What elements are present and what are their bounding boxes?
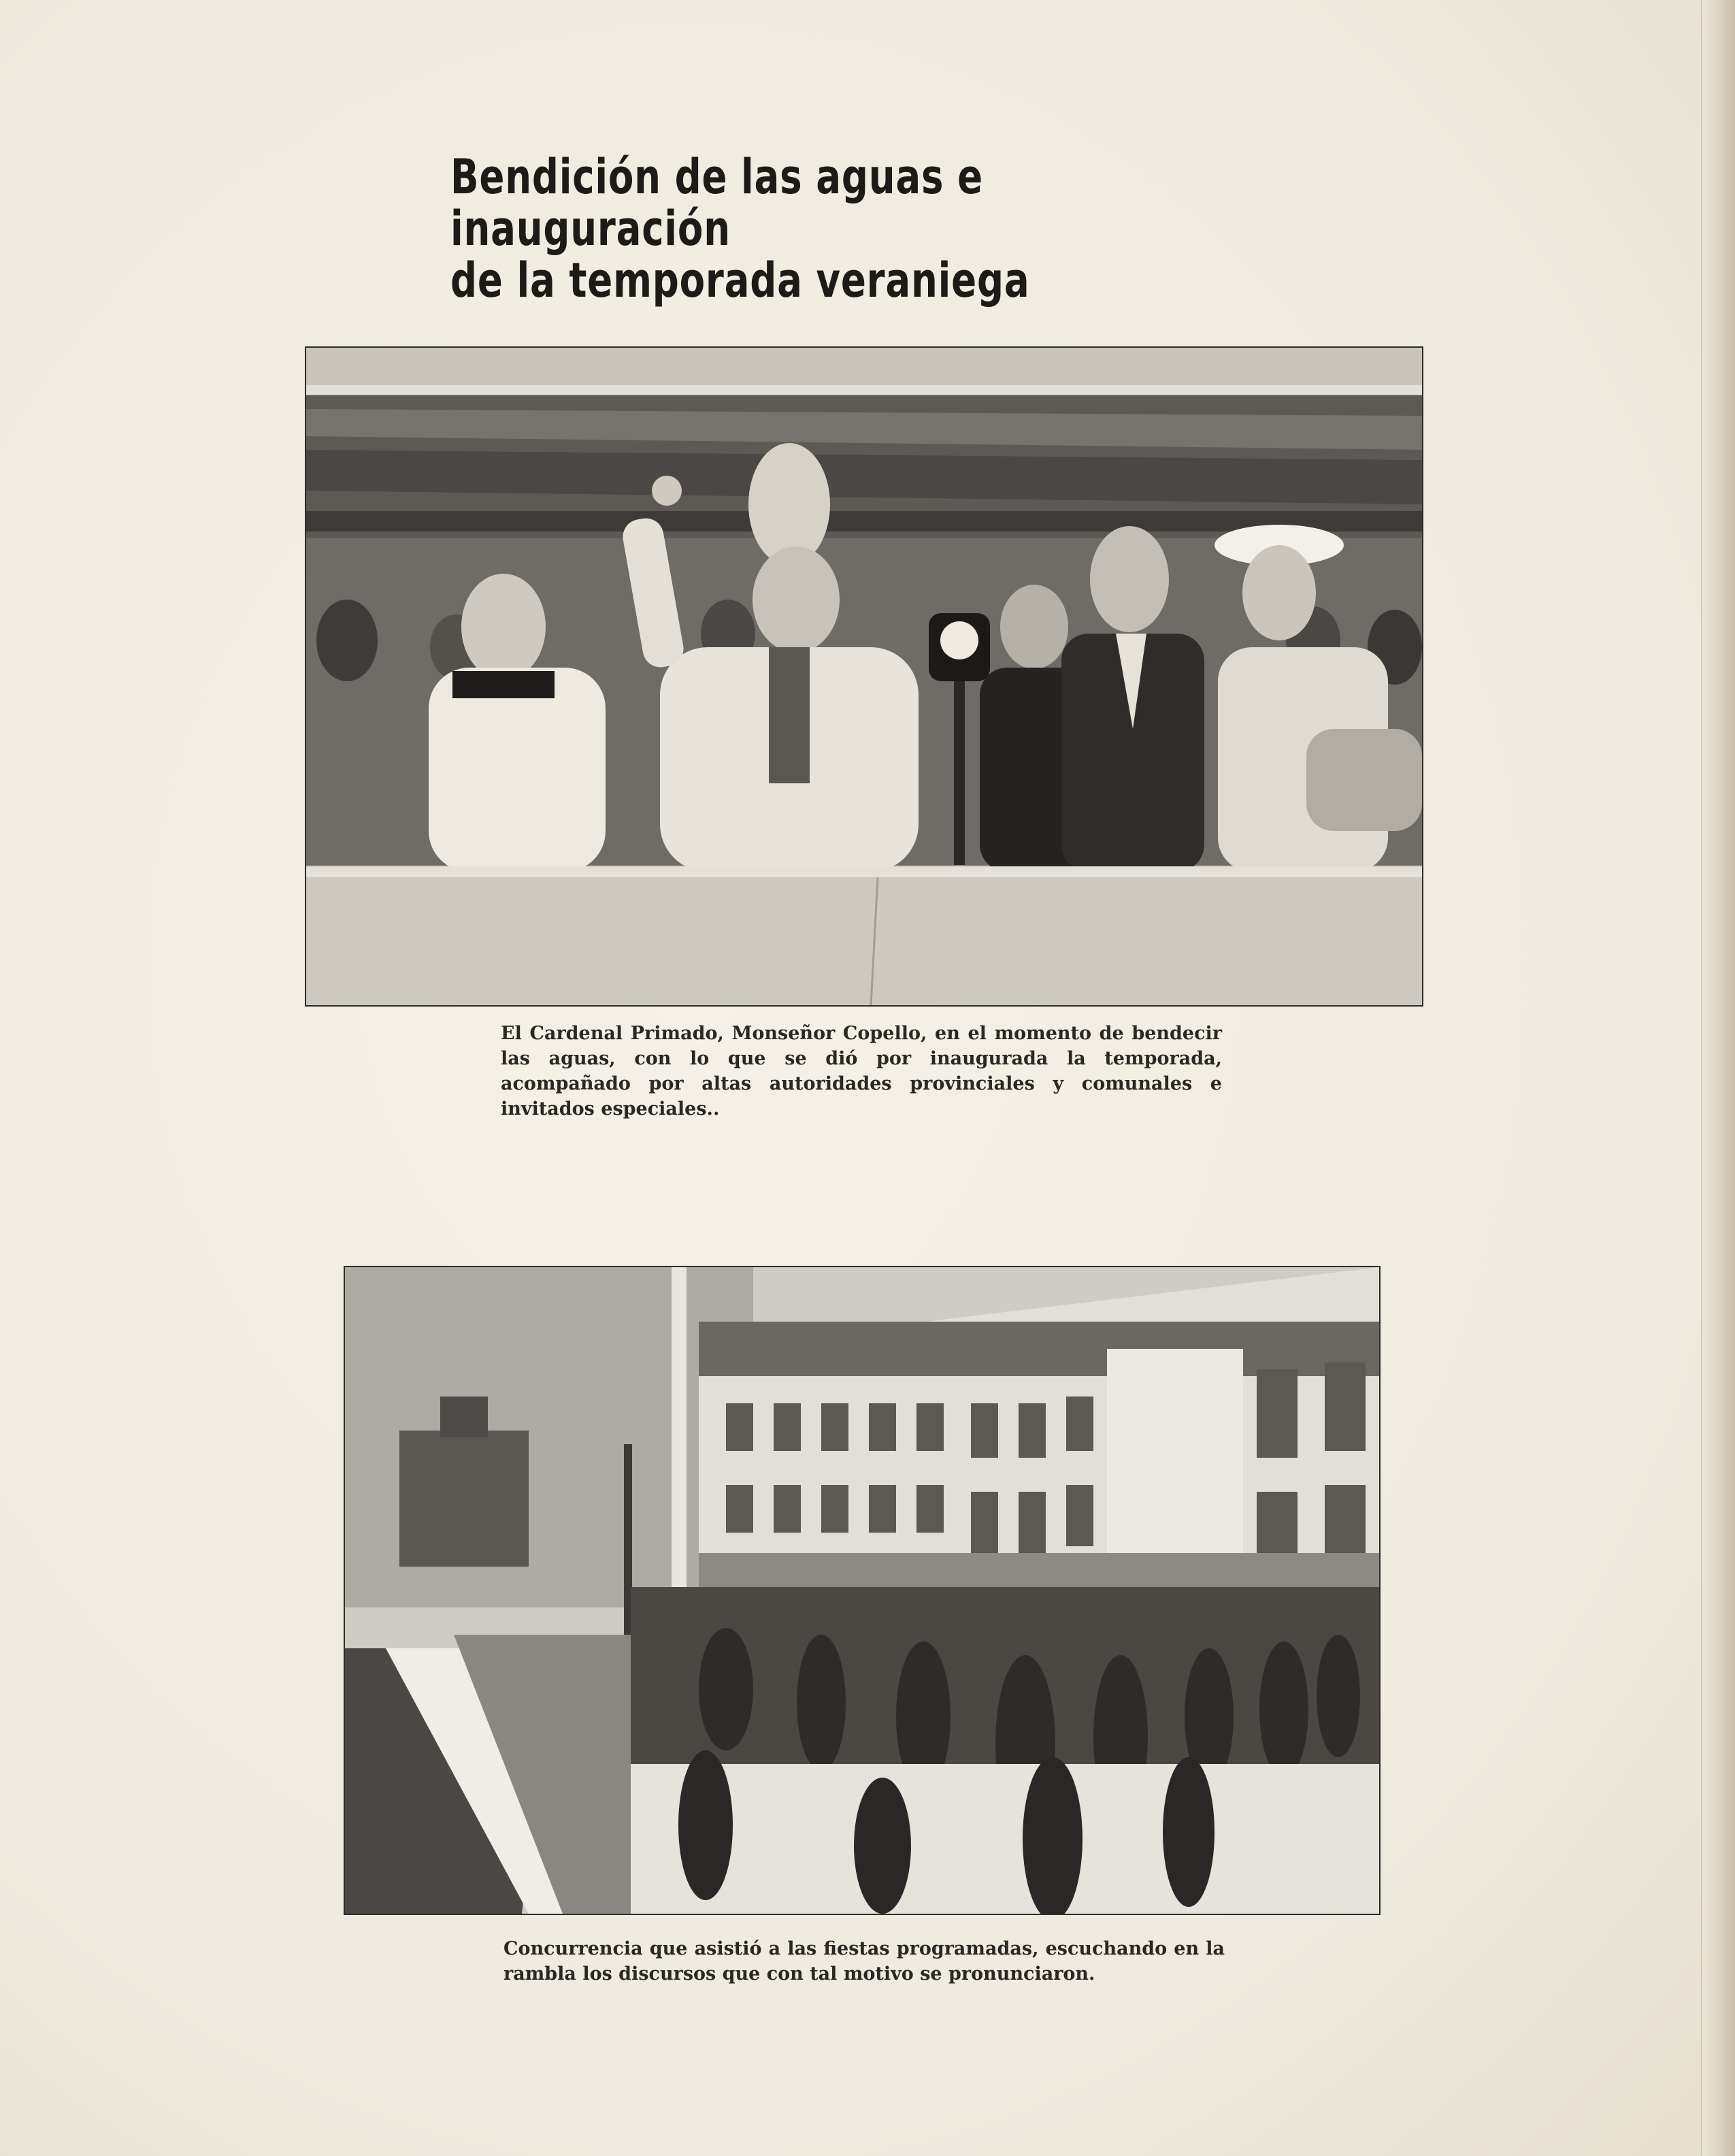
photo-blessing-caption: El Cardenal Primado, Monseñor Copello, en el momento de bendecir las aguas, con lo que se dió por inaugurada la temporada, acompañado por altas autoridades provinciales y comunales e invitados especiales.. (501, 1023, 1222, 1120)
photo-crowd-at-rambla (344, 1266, 1381, 1915)
photo-blessing-of-waters (305, 346, 1423, 1007)
article-title (450, 151, 1140, 306)
article-title-line-2: de la temporada veraniega (450, 252, 1030, 308)
page-fold-edge (1701, 0, 1735, 2156)
photo-blessing-image (306, 348, 1422, 1005)
photo-crowd-image (345, 1267, 1379, 1914)
article-title-line-1: Bendición de las aguas e inauguración (450, 149, 983, 257)
photo-crowd-caption: Concurrencia que asistió a las fiestas programadas, escuchando en la rambla los discursos que con tal motivo se pronunciaron. (503, 1938, 1225, 1984)
